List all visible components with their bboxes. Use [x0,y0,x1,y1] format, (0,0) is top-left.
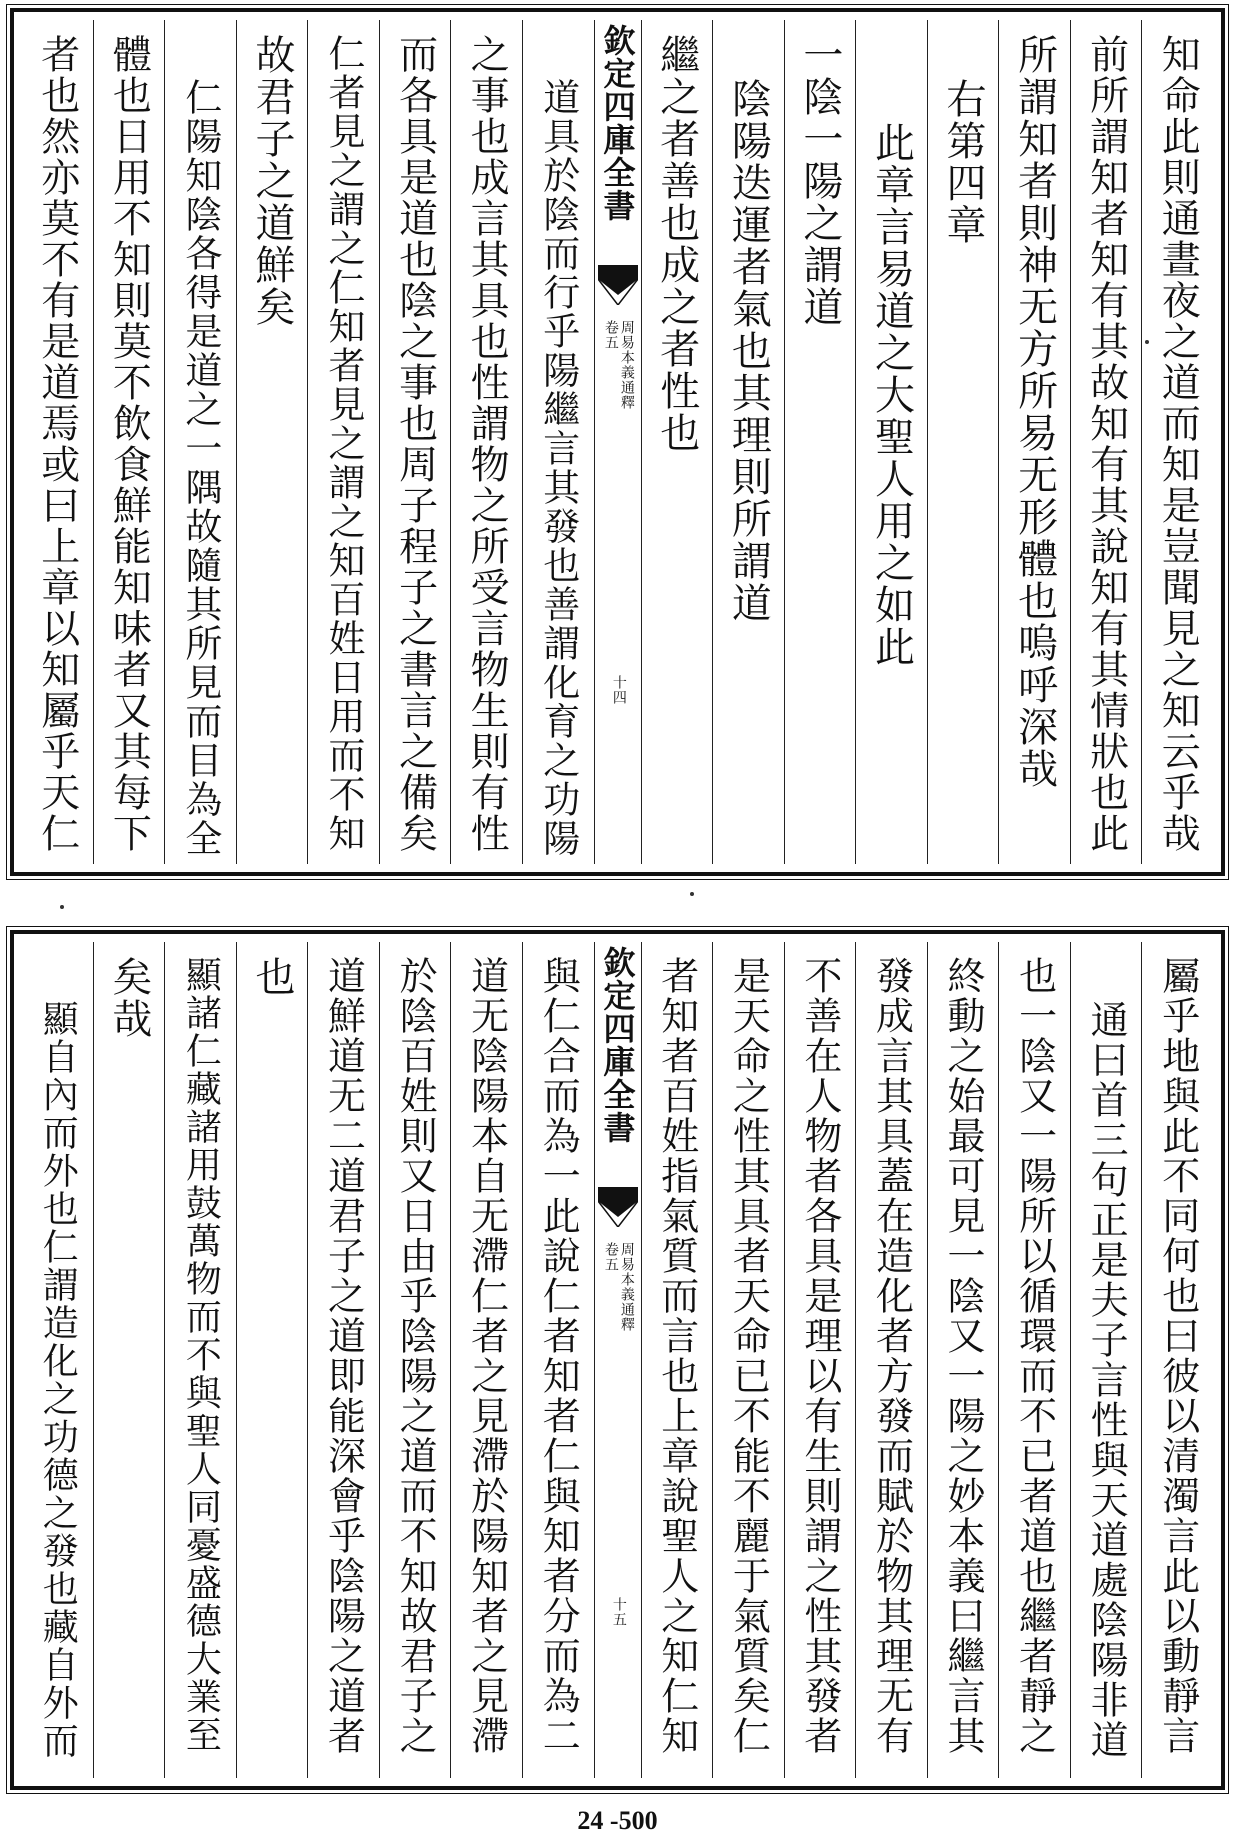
column-text: 陰陽迭運者氣也其理則所謂道 [725,78,772,624]
column-text: 顯自內而外也仁謂造化之功德之發也藏自外而 [37,1000,79,1760]
fishtail-mark-icon [598,265,638,305]
text-column [522,20,594,864]
text-column [236,20,308,864]
column-text: 知命此則通晝夜之道而知是豈聞見之知云乎哉 [1155,34,1201,854]
text-column [93,20,165,864]
column-text: 一陰一陽之謂道 [796,34,843,328]
column-text: 不善在人物者各具是理以有生則謂之性其發者 [797,956,842,1756]
banner-volume: 卷五 [602,320,619,350]
text-column [1070,20,1142,864]
column-text: 道具於陰而行乎陽繼言其發也善謂化育之功陽 [536,78,580,858]
text-column [450,20,522,864]
text-column [307,20,379,864]
column-text: 者也然亦莫不有是道焉或曰上章以知屬乎天仁 [34,34,80,854]
column-text: 仁者見之謂之仁知者見之謂之知百姓日用而不知 [322,34,366,853]
text-column [1070,942,1142,1778]
text-column [93,942,165,1778]
column-text: 前所謂知者知有其故知有其說知有其情狀也此 [1083,34,1129,854]
column-text: 道无陰陽本自无滯仁者之見滯於陽知者之見滯 [464,956,509,1756]
speck [690,892,694,896]
text-column [450,942,522,1778]
top-page-panel [10,8,1225,876]
column-text: 之事也成言其具也性謂物之所受言物生則有性 [464,34,510,854]
column-text: 發成言其具蓋在造化者方發而賦於物其理无有 [869,956,914,1756]
column-text: 也 [248,956,295,998]
column-text: 顯諸仁藏諸用鼓萬物而不與聖人同憂盛德大業至 [180,956,222,1754]
text-column [855,942,927,1778]
text-column [379,20,451,864]
column-text: 者知者百姓指氣質而言也上章說聖人之知仁知 [654,956,699,1756]
column-text: 右第四章 [940,78,987,246]
text-column [927,20,999,864]
bottom-columns [22,942,1213,1778]
banner-title: 欽定四庫全書 [598,946,637,1144]
column-text: 道鮮道无二道君子之道即能深會乎陰陽之道者 [321,956,366,1756]
top-columns [22,20,1213,864]
column-text: 繼之者善也成之者性也 [653,34,700,454]
column-text: 通曰首三句正是夫子言性與天道處陰陽非道 [1084,1000,1129,1760]
column-text: 所謂知者則神无方所易无形體也嗚呼深哉 [1011,34,1058,790]
text-column [236,942,308,1778]
column-text: 此章言易道之大聖人用之如此 [868,122,915,668]
column-text: 故君子之道鮮矣 [248,34,295,328]
text-column [641,20,713,864]
banner-title: 欽定四庫全書 [598,24,637,222]
text-column [712,20,784,864]
column-text: 於陰百姓則又日由乎陰陽之道而不知故君子之 [393,956,438,1756]
text-column [22,942,93,1778]
column-text: 與仁合而為一此說仁者知者仁與知者分而為二 [536,956,581,1756]
column-text: 而各具是道也陰之事也周子程子之書言之備矣 [392,34,438,854]
bottom-page-panel [10,930,1225,1790]
column-text: 終動之始最可見一陰又一陽之妙本義曰繼言其 [941,956,986,1756]
text-column [307,942,379,1778]
center-banner [594,942,641,1778]
text-column [998,20,1070,864]
column-text: 仁陽知陰各得是道之一隅故隨其所見而目為全 [178,78,222,858]
column-text: 也一陰又一陽所以循環而不已者道也繼者靜之 [1012,956,1057,1756]
text-column [522,942,594,1778]
text-column [784,942,856,1778]
text-column [1141,942,1213,1778]
page-number-footer: 24 -500 [577,1806,658,1835]
column-text: 體也日用不知則莫不飲食鮮能知味者又其每下 [106,34,152,854]
text-column [164,942,236,1778]
speck [60,905,64,909]
banner-book-title: 周易本義通釋 [618,1242,635,1332]
banner-page-number: 十五 [610,1597,627,1627]
fishtail-mark-icon [598,1187,638,1227]
text-column [927,942,999,1778]
text-column [784,20,856,864]
text-column [641,942,713,1778]
column-text: 是天命之性其具者天命已不能不麗于氣質矣仁 [726,956,771,1756]
column-text: 屬乎地與此不同何也曰彼以清濁言此以動靜言 [1155,956,1200,1756]
text-column [998,942,1070,1778]
center-banner [594,20,641,864]
text-column [1141,20,1213,864]
text-column [22,20,93,864]
speck [1145,340,1149,344]
text-column [164,20,236,864]
text-column [855,20,927,864]
banner-volume: 卷五 [602,1242,619,1272]
banner-book-title: 周易本義通釋 [618,320,635,410]
column-text: 矣哉 [105,956,152,1040]
text-column [712,942,784,1778]
banner-page-number: 十四 [610,675,627,705]
text-column [379,942,451,1778]
